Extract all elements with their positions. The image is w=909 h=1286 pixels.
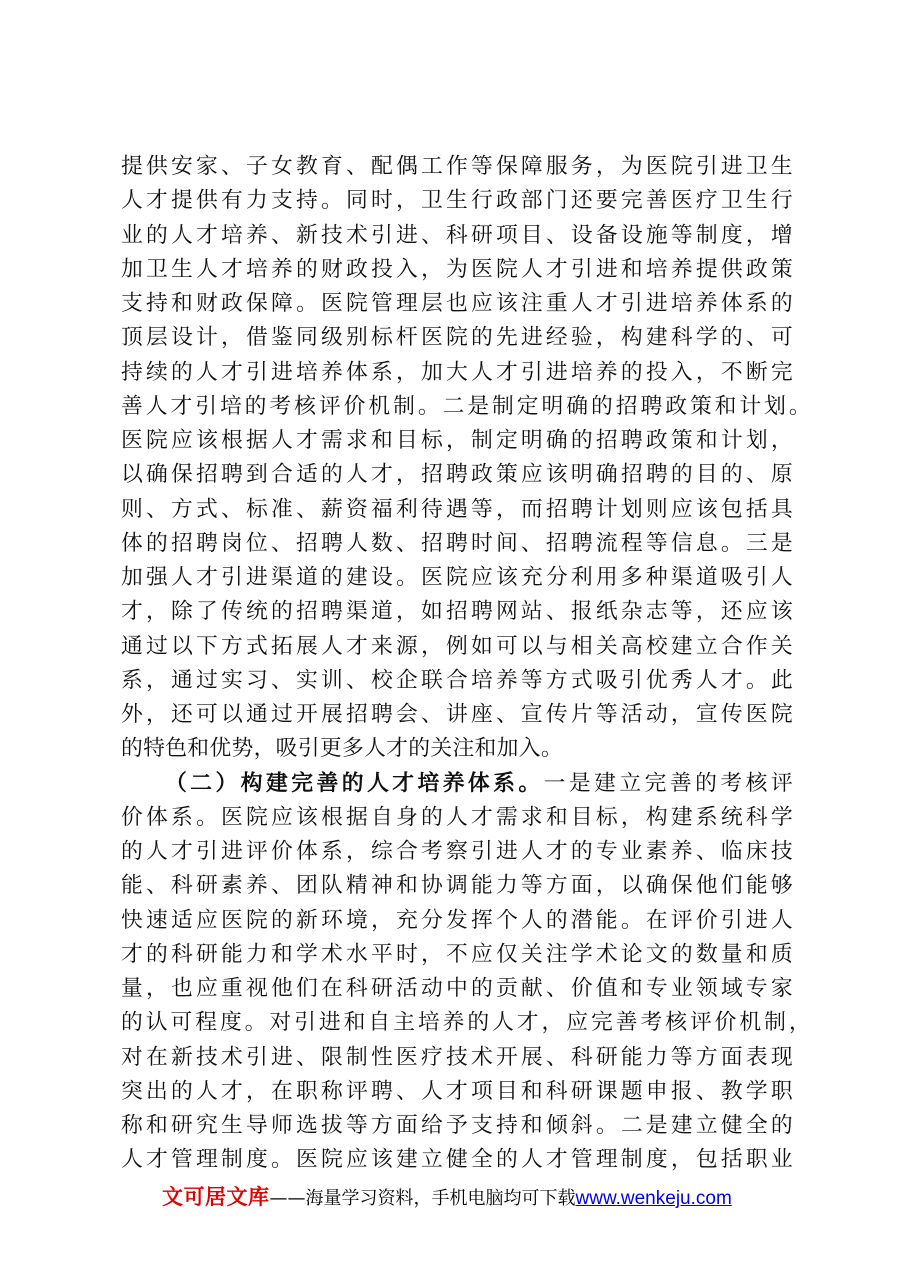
paragraph-line: 体的招聘岗位、招聘人数、招聘时间、招聘流程等信息。三是 <box>121 530 793 556</box>
paragraph-line: 支持和财政保障。医院管理层也应该注重人才引进培养体系的 <box>121 291 793 316</box>
paragraph-first-line <box>121 767 793 801</box>
paragraph-line: 对在新技术引进、限制性医疗技术开展、科研能力等方面表现 <box>121 1044 793 1070</box>
paragraph-line: 提供安家、子女教育、配偶工作等保障服务，为医院引进卫生 <box>121 154 793 179</box>
paragraph-line: 快速适应医院的新环境，充分发挥个人的潜能。在评价引进人 <box>121 907 793 933</box>
paragraph-line: 加强人才引进渠道的建设。医院应该充分利用多种渠道吸引人 <box>121 565 793 590</box>
paragraph-line: 人才提供有力支持。同时，卫生行政部门还要完善医疗卫生行 <box>121 188 793 214</box>
paragraph-line: 善人才引培的考核评价机制。二是制定明确的招聘政策和计划。 <box>121 393 811 419</box>
page-footer <box>162 1182 762 1212</box>
paragraph-line: 以确保招聘到合适的人才，招聘政策应该明确招聘的目的、原 <box>121 462 793 488</box>
paragraph-line: 称和研究生导师选拔等方面给予支持和倾斜。二是建立健全的 <box>121 1113 793 1138</box>
footer-url-link[interactable]: www.wenkeju.com <box>575 1188 732 1209</box>
paragraph-line: 医院应该根据人才需求和目标，制定明确的招聘政策和计划， <box>121 428 793 453</box>
paragraph-line: 业的人才培养、新技术引进、科研项目、设备设施等制度，增 <box>121 222 793 248</box>
paragraph-line: 才的科研能力和学术水平时，不应仅关注学术论文的数量和质 <box>121 941 793 967</box>
footer-brand: 文可居文库 <box>162 1185 270 1209</box>
footer-tagline: ——海量学习资料，手机电脑均可下载 <box>269 1188 576 1209</box>
section-heading: （二）构建完善的人才培养体系。 <box>165 770 544 796</box>
paragraph-1 <box>121 150 811 767</box>
paragraph-line: 通过以下方式拓展人才来源，例如可以与相关高校建立合作关 <box>121 633 793 659</box>
paragraph-line: 则、方式、标准、薪资福利待遇等，而招聘计划则应该包括具 <box>121 496 793 522</box>
paragraph-line: 量，也应重视他们在科研活动中的贡献、价值和专业领域专家 <box>121 976 793 1001</box>
paragraph-line: 突出的人才，在职称评聘、人才项目和科研课题申报、教学职 <box>121 1078 793 1104</box>
paragraph-line: 的人才引进评价体系，综合考察引进人才的专业素养、临床技 <box>121 839 793 864</box>
paragraph-line: 系，通过实习、实训、校企联合培养等方式吸引优秀人才。此 <box>121 667 793 693</box>
paragraph-line: 外，还可以通过开展招聘会、讲座、宣传片等活动，宣传医院 <box>121 702 793 727</box>
paragraph-line: 才，除了传统的招聘渠道，如招聘网站、报纸杂志等，还应该 <box>121 599 793 625</box>
paragraph-line: 持续的人才引进培养体系，加大人才引进培养的投入，不断完 <box>121 359 793 385</box>
paragraph-line-rest: 一是建立完善的考核评 <box>543 770 793 796</box>
paragraph-2 <box>121 767 811 1178</box>
document-body <box>121 150 811 1178</box>
paragraph-line: 的认可程度。对引进和自主培养的人才，应完善考核评价机制， <box>121 1010 811 1036</box>
paragraph-line: 价体系。医院应该根据自身的人才需求和目标，构建系统科学 <box>121 804 793 830</box>
paragraph-line: 的特色和优势，吸引更多人才的关注和加入。 <box>121 736 563 762</box>
paragraph-line: 加卫生人才培养的财政投入，为医院人才引进和培养提供政策 <box>121 256 793 282</box>
paragraph-line: 人才管理制度。医院应该建立健全的人才管理制度，包括职业 <box>121 1147 793 1173</box>
paragraph-line: 顶层设计，借鉴同级别标杆医院的先进经验，构建科学的、可 <box>121 325 793 351</box>
paragraph-line: 能、科研素养、团队精神和协调能力等方面，以确保他们能够 <box>121 873 793 899</box>
